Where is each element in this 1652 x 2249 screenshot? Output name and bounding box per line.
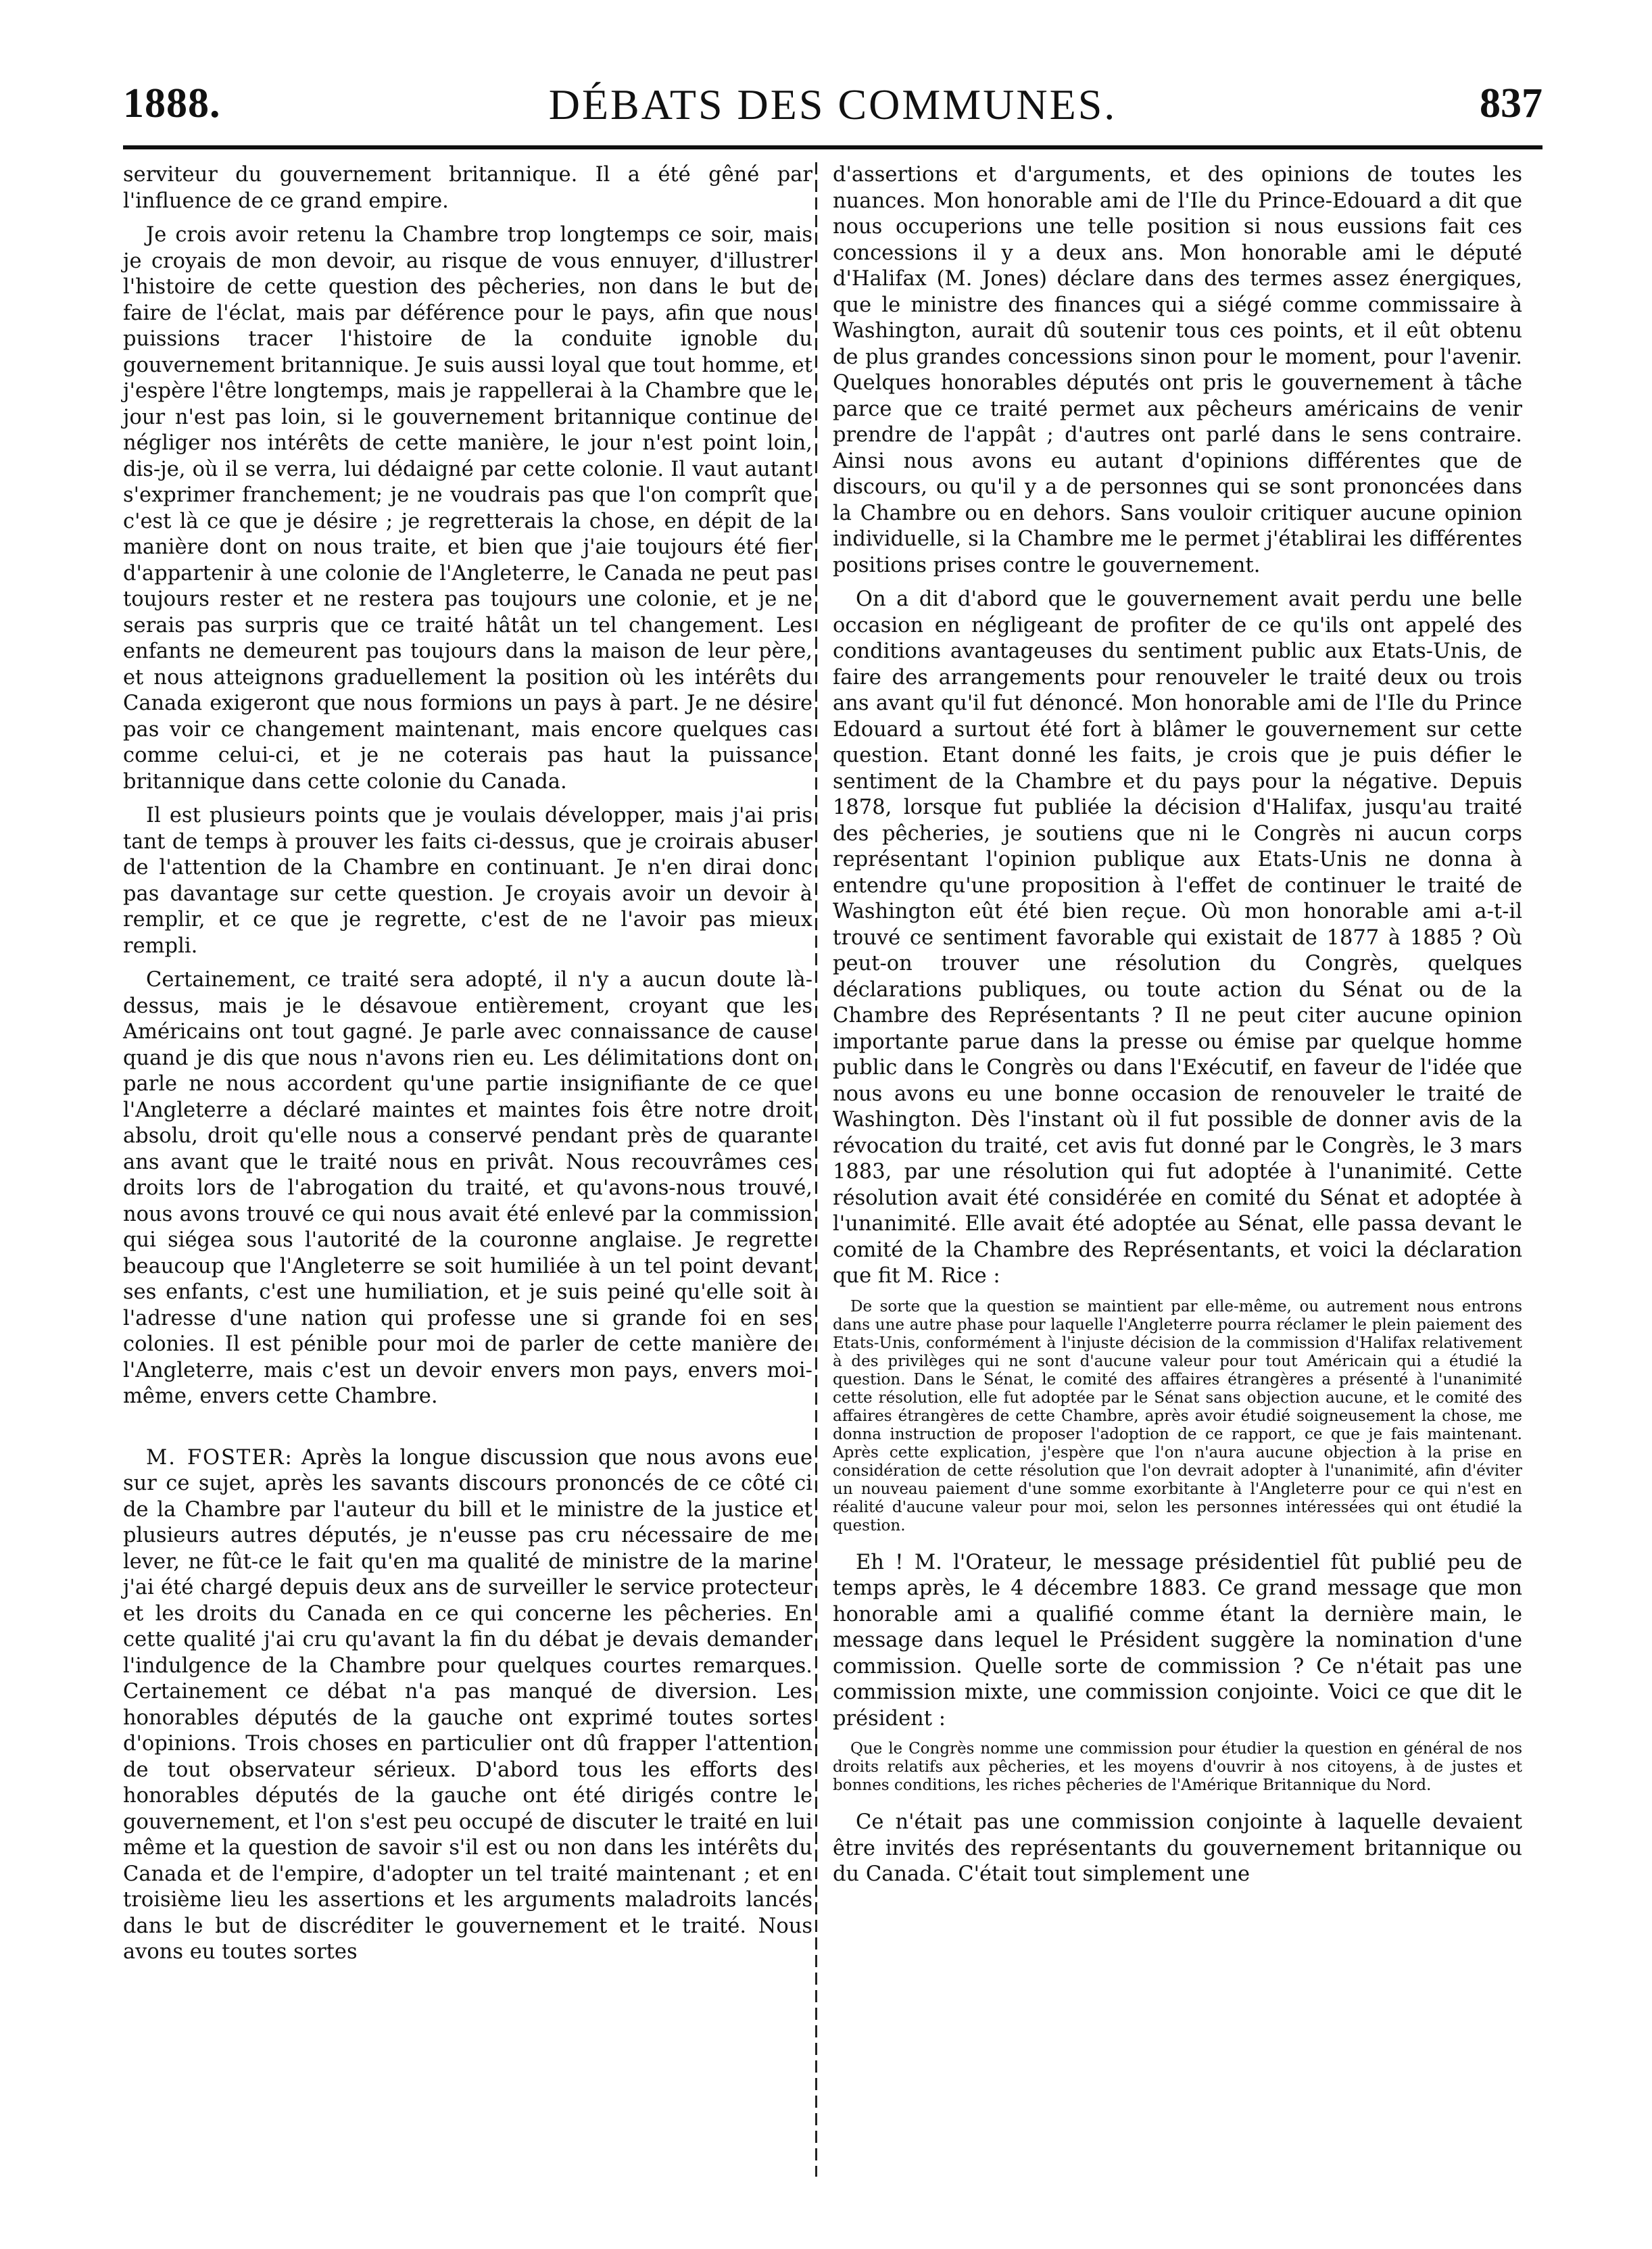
left-column bbox=[123, 162, 812, 1974]
paragraph: Eh ! M. l'Orateur, le message présidentiel fût publié peu de temps après, le 4 décembre 1883. Ce grand message que mon honorable ami a qualifié comme étant la dernière main, le message dans lequel le Président suggère la nomination d'une commission. Quelle sorte de commission ? Ce n'était pas une commission mixte, une commission conjointe. Voici ce que dit le président : bbox=[833, 1550, 1522, 1731]
paragraph: On a dit d'abord que le gouvernement avait perdu une belle occasion en négligeant de profiter de ce qu'ils ont appelé des conditions avantageuses du sentiment public aux Etats-Unis, de faire des arrangements pour renouveler le traité deux ou trois ans avant qu'il fut dénoncé. Mon honorable ami de l'Ile du Prince Edouard a surtout été fort à blâmer le gouvernement sur cette question. Etant donné les faits, je crois que je puis défier le sentiment de la Chambre et du pays pour la négative. Depuis 1878, lorsque fut publiée la décision d'Halifax, jusqu'au traité des pêcheries, je soutiens que ni le Congrès ni aucun corps représentant l'opinion publique aux Etats-Unis ne donna à entendre qu'une proposition à l'effet de continuer le traité de Washington eût été bien reçue. Où mon honorable ami a-t-il trouvé ce sentiment favorable qui existait de 1877 à 1885 ? Où peut-on trouver une résolution du Congrès, quelques déclarations publiques, ou toute action du Sénat ou de la Chambre des Représentants ? Il ne peut citer aucune opinion importante parue dans la presse ou émise par quelque homme public dans le Congrès ou dans l'Exécutif, en faveur de l'idée que nous avons eu une bonne occasion de renouveler le traité de Washington. Dès l'instant où il fut possible de donner avis de la révocation du traité, cet avis fut donné par le Congrès, le 3 mars 1883, par une résolution qui fut adoptée à l'unanimité. Cette résolution avait été considérée en comité du Sénat et adoptée à l'unanimité. Elle avait été adoptée au Sénat, elle passa devant le comité de la Chambre des Représentants, et voici la déclaration que fit M. Rice : bbox=[833, 587, 1522, 1288]
right-column bbox=[833, 162, 1522, 1896]
header-rule bbox=[123, 145, 1542, 149]
speech-text: : Après la longue discussion que nous avons eue sur ce sujet, après les savants discours prononcés de ce côté ci de la Chambre par l'auteur du bill et le ministre de la justice et plusieurs autres députés, je n'eusse pas cru nécessaire de me lever, ne fût-ce le fait qu'en ma qualité de ministre de la marine j'ai été chargé depuis deux ans de surveiller le service protecteur et les droits du Canada en ce qui concerne les pêcheries. En cette qualité j'ai cru qu'avant la fin du débat je devais demander l'indulgence de la Chambre pour quelques courtes remarques. Certainement ce débat n'a pas manqué de diversion. Les honorables députés de la gauche ont exprimé toutes sortes d'opinions. Trois choses en particulier ont dû frapper l'attention de tout observateur sérieux. D'abord tous les efforts des honorables députés de la gauche ont été dirigés contre le gouvernement, et l'on s'est peu occupé de discuter le traité en lui même et la question de savoir s'il est ou non dans les intérêts du Canada et de l'empire, d'adopter un tel traité maintenant ; et en troisième lieu les assertions et les arguments maladroits lancés dans le but de discréditer le gouvernement et le traité. Nous avons eu toutes sortes bbox=[123, 1445, 813, 1964]
header-year: 1888. bbox=[123, 80, 221, 126]
spacer bbox=[123, 1418, 812, 1445]
paragraph: Ce n'était pas une commission conjointe à laquelle devaient être invités des représentants du gouvernement britannique ou du Canada. C'était tout simplement une bbox=[833, 1810, 1522, 1886]
speech-paragraph bbox=[123, 1445, 812, 1966]
block-quote: De sorte que la question se maintient par elle-même, ou autrement nous entrons dans une autre phase pour laquelle l'Angleterre pourra réclamer le plein paiement des Etats-Unis, conformément à l'injuste décision de la commission d'Halifax relativement à des privilèges qui ne sont d'aucune valeur pour tout Américain qui a étudié la question. Dans le Sénat, le comité des affaires étrangères a présenté à l'unanimité cette résolution, elle fut adoptée par le Sénat sans objection aucune, et le comité des affaires étrangères de cette Chambre, après avoir étudié soigneusement la chose, me donna instruction de proposer l'adoption de ce rapport, ce que je fais maintenant. Après cette explication, j'espère que l'on n'aura aucune objection à la prise en considération de cette résolution que l'on devrait adopter à l'unanimité, afin d'éviter un nouveau paiement d'une somme exorbitante à l'Angleterre pour ce qui n'est en réalité d'aucune valeur pour moi, selon les personnes intéressées qui ont étudié la question. bbox=[833, 1297, 1522, 1534]
page-header bbox=[123, 80, 1542, 134]
paragraph: Il est plusieurs points que je voulais développer, mais j'ai pris tant de temps à prouver les faits ci-dessus, que je croirais abuser de l'attention de la Chambre en continuant. Je n'en dirai donc pas davantage sur cette question. Je croyais avoir un devoir à remplir, et ce que je regrette, c'est de ne l'avoir pas mieux rempli. bbox=[123, 804, 812, 958]
header-page-number: 837 bbox=[1480, 80, 1542, 126]
paragraph: Certainement, ce traité sera adopté, il n'y a aucun doute là-dessus, mais je le désavoue entièrement, croyant que les Américains ont tout gagné. Je parle avec connaissance de cause quand je dis que nous n'avons rien eu. Les délimitations dont on parle ne nous accordent qu'une partie insignifiante de ce que l'Angleterre a déclaré maintes et maintes fois être notre droit absolu, droit qu'elle nous a conservé pendant près de quarante ans avant que le traité nous en privât. Nous recouvrâmes ces droits lors de l'abrogation du traité, et qu'avons-nous trouvé, nous avons trouvé ce qui nous avait été enlevé par la commission qui siégea sous l'autorité de la couronne anglaise. Je regrette beaucoup que l'Angleterre se soit humiliée à un tel point devant ses enfants, c'est une humiliation, et je suis peiné qu'elle soit à l'adresse d'une nation qui professe une si grande foi en ses colonies. Il est pénible pour moi de parler de cette manière de l'Angleterre, mais c'est un devoir envers mon pays, envers moi-même, envers cette Chambre. bbox=[123, 968, 812, 1408]
column-divider bbox=[815, 162, 817, 2177]
header-title: DÉBATS DES COMMUNES. bbox=[548, 80, 1117, 128]
block-quote: Que le Congrès nomme une commission pour étudier la question en général de nos droits relatifs aux pêcheries, et les moyens d'ouvrir à nos citoyens, à de justes et bonnes conditions, les riches pêcheries de l'Amérique Britannique du Nord. bbox=[833, 1740, 1522, 1794]
speaker-name: M. FOSTER bbox=[146, 1445, 285, 1470]
paragraph: Je crois avoir retenu la Chambre trop longtemps ce soir, mais je croyais de mon devoir, au risque de vous ennuyer, d'illustrer l'histoire de cette question des pêcheries, non dans le but de faire de l'éclat, mais par déférence pour le pays, afin que nous puissions tracer l'histoire de la conduite ignoble du gouvernement britannique. Je suis aussi loyal que tout homme, et j'espère l'être longtemps, mais je rappellerai à la Chambre que le jour n'est pas loin, si le gouvernement britannique continue de négliger nos intérêts de cette manière, le jour n'est point loin, dis-je, où il se verra, lui dédaigné par cette colonie. Il vaut autant s'exprimer franchement; je ne voudrais pas que l'on comprît que c'est là ce que je désire ; je regretterais la chose, en dépit de la manière dont on nous traite, et bien que j'aie toujours été fier d'appartenir à une colonie de l'Angleterre, le Canada ne peut pas toujours rester et ne restera pas toujours une colonie, et je ne serais pas surpris que ce traité hâtât un tel changement. Les enfants ne demeurent pas toujours dans la maison de leur père, et nous atteignons graduellement la position où les intérêts du Canada exigeront que nous formions un pays à part. Je ne désire pas voir ce changement maintenant, mais encore quelques cas comme celui-ci, et je ne coterais pas haut la puissance britannique dans cette colonie du Canada. bbox=[123, 223, 812, 794]
paragraph: serviteur du gouvernement britannique. Il a été gêné par l'influence de ce grand empire. bbox=[123, 163, 812, 213]
paragraph: d'assertions et d'arguments, et des opinions de toutes les nuances. Mon honorable ami de l'Ile du Prince-Edouard a dit que nous occuperions une telle position si nous eussions fait ces concessions il y a deux ans. Mon honorable ami le député d'Halifax (M. Jones) déclare dans des termes assez énergiques, que le ministre des finances qui a siégé comme commissaire à Washington, aurait dû soutenir tous ces points, et il eût obtenu de plus grandes concessions sinon pour le moment, pour l'avenir. Quelques honorables députés ont pris le gouvernement à tâche parce que ce traité permet aux pêcheurs américains de venir prendre de l'appât ; d'autres ont parlé dans le sens contraire. Ainsi nous avons eu autant d'opinions différentes que de discours, ou qu'il y a de personnes qui se sont prononcées dans la Chambre ou en dehors. Sans vouloir critiquer aucune opinion individuelle, si la Chambre me le permet j'établirai les différentes positions prises contre le gouvernement. bbox=[833, 163, 1522, 577]
